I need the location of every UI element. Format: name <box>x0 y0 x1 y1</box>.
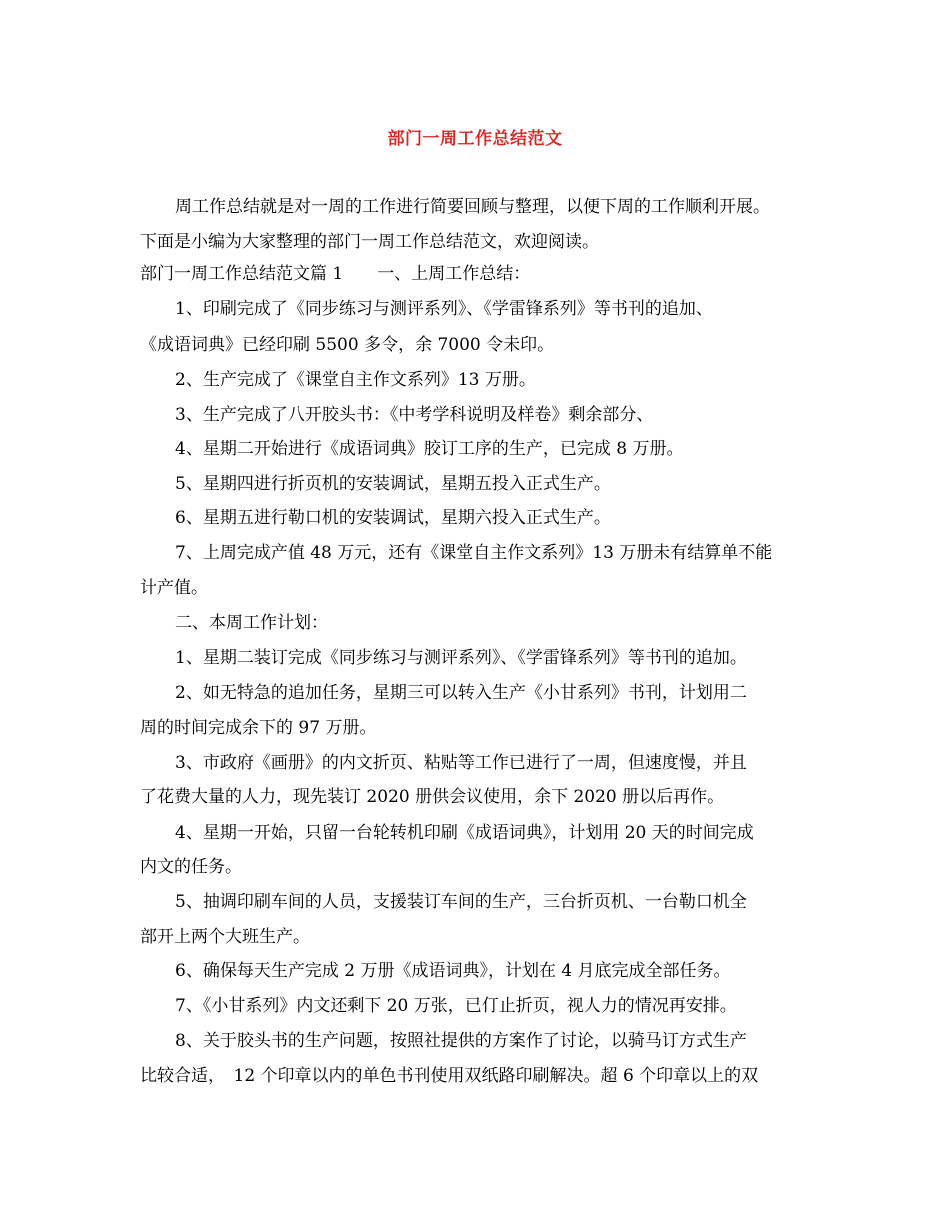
paragraph-line: 3、市政府《画册》的内文折页、粘贴等工作已进行了一周，但速度慢，并且 <box>175 753 747 773</box>
section-heading-line: 二、本周工作计划： <box>175 613 328 633</box>
paragraph-line: 4、星期一开始，只留一台轮转机印刷《成语词典》，计划用 20 天的时间完成 <box>175 823 754 843</box>
paragraph-line: 比较合适， 12 个印章以内的单色书刊使用双纸路印刷解决。超 6 个印章以上的双 <box>140 1066 759 1086</box>
paragraph-line: 7、上周完成产值 48 万元，还有《课堂自主作文系列》13 万册未有结算单不能 <box>175 543 773 563</box>
paragraph-line: 6、确保每天生产完成 2 万册《成语词典》，计划在 4 月底完成全部任务。 <box>175 961 731 981</box>
paragraph-line: 下面是小编为大家整理的部门一周工作总结范文，欢迎阅读。 <box>140 232 599 252</box>
paragraph-line: 2、如无特急的追加任务，星期三可以转入生产《小甘系列》书刊，计划用二 <box>175 683 747 703</box>
section-heading-line: 部门一周工作总结范文篇 1 一、上周工作总结： <box>140 264 531 284</box>
paragraph-line: 4、星期二开始进行《成语词典》胶订工序的生产，已完成 8 万册。 <box>175 439 684 459</box>
document-title: 部门一周工作总结范文 <box>387 129 563 149</box>
paragraph-line: 《成语词典》已经印刷 5500 多令，余 7000 令未印。 <box>140 335 555 355</box>
paragraph-line: 8、关于胶头书的生产问题，按照社提供的方案作了讨论，以骑马订方式生产 <box>175 1031 747 1051</box>
paragraph-line: 周的时间完成余下的 97 万册。 <box>140 718 377 738</box>
paragraph-line: 内文的任务。 <box>140 857 242 877</box>
paragraph-line: 周工作总结就是对一周的工作进行简要回顾与整理，以便下周的工作顺利开展。 <box>175 197 770 217</box>
paragraph-line: 5、抽调印刷车间的人员，支援装订车间的生产，三台折页机、一台勒口机全 <box>175 892 747 912</box>
paragraph-line: 了花费大量的人力，现先装订 2020 册供会议使用，余下 2020 册以后再作。 <box>140 787 725 807</box>
paragraph-line: 部开上两个大班生产。 <box>140 927 310 947</box>
paragraph-line: 5、星期四进行折页机的安装调试，星期五投入正式生产。 <box>175 474 611 494</box>
paragraph-line: 1、印刷完成了《同步练习与测评系列》、《学雷锋系列》等书刊的追加、 <box>175 299 713 319</box>
paragraph-line: 7、《小甘系列》内文还剩下 20 万张，已仃止折页，视人力的情况再安排。 <box>175 996 737 1016</box>
paragraph-line: 计产值。 <box>140 578 208 598</box>
paragraph-line: 2、生产完成了《课堂自主作文系列》13 万册。 <box>175 370 536 390</box>
paragraph-line: 3、生产完成了八开胶头书：《中考学科说明及样卷》剩余部分、 <box>175 405 654 425</box>
paragraph-line: 1、星期二装订完成《同步练习与测评系列》、《学雷锋系列》等书刊的追加。 <box>175 648 747 668</box>
paragraph-line: 6、星期五进行勒口机的安装调试，星期六投入正式生产。 <box>175 508 611 528</box>
